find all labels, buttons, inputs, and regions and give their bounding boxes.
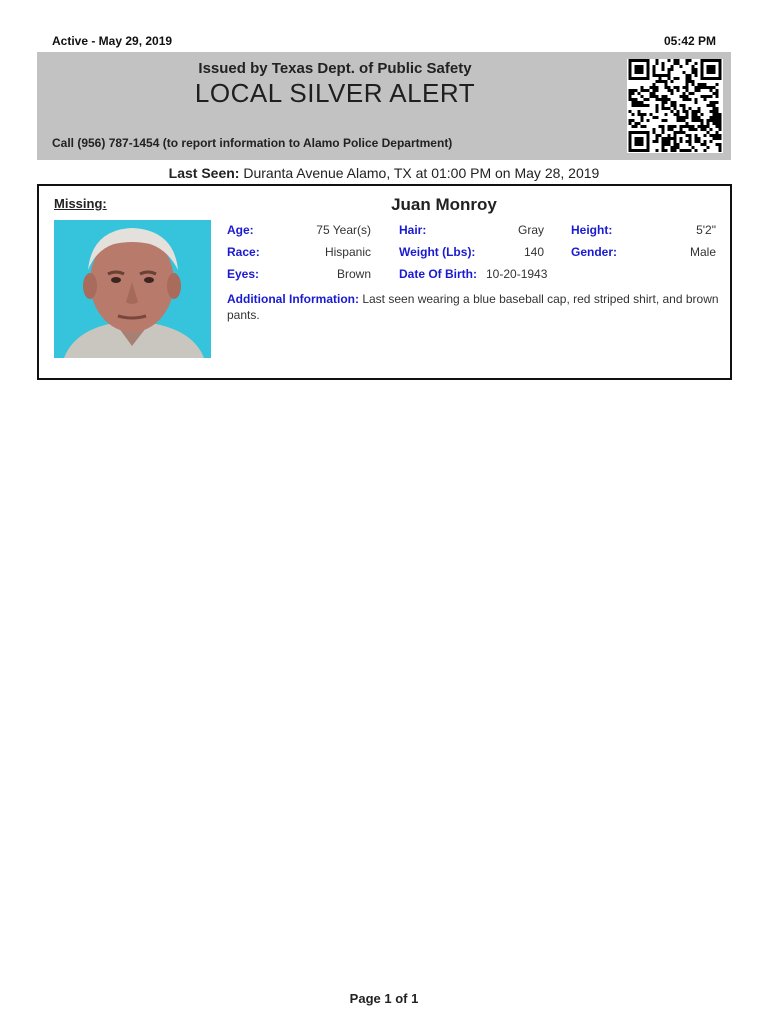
alert-header [37,52,731,160]
additional-info-label: Additional Information: [227,292,359,306]
last-seen-line [0,165,768,181]
eyes-value: Brown [336,267,371,281]
alert-title: LOCAL SILVER ALERT [194,78,476,108]
weight-label: Weight (Lbs): [399,245,476,259]
missing-label: Missing: [54,196,107,211]
race-value: Hispanic [324,245,371,259]
active-date: Active - May 29, 2019 [52,34,173,48]
last-seen-value: Duranta Avenue Alamo, TX at 01:00 PM on May 28, 2019 [243,165,600,181]
hair-value: Gray [517,223,544,237]
last-seen-label: Last Seen: [168,165,240,181]
missing-person-card [37,184,732,380]
page-number: Page 1 of 1 [349,991,419,1006]
person-photo [54,220,211,358]
hair-label: Hair: [399,223,427,237]
status-bar [52,34,716,50]
call-info: Call (956) 787-1454 (to report information to Alamo Police Department) [52,136,453,150]
gender-label: Gender: [571,245,618,259]
dob-label: Date Of Birth: [399,267,477,281]
race-label: Race: [227,245,260,259]
additional-info-value: Last seen wearing a blue baseball cap, red striped shirt, and brown pants. [227,292,719,322]
gender-value: Male [689,245,716,259]
additional-information [227,291,722,323]
issuer-text: Issued by Texas Dept. of Public Safety [198,60,472,77]
age-value: 75 Year(s) [316,223,371,237]
portrait-image [54,220,211,358]
issue-time: 05:42 PM [663,34,716,48]
height-label: Height: [571,223,613,237]
dob-value: 10-20-1943 [486,267,548,281]
eyes-label: Eyes: [227,267,260,281]
height-value: 5'2" [696,223,716,237]
qr-code-icon [627,59,723,153]
age-label: Age: [227,223,254,237]
weight-value: 140 [523,245,544,259]
person-name: Juan Monroy [391,195,497,214]
